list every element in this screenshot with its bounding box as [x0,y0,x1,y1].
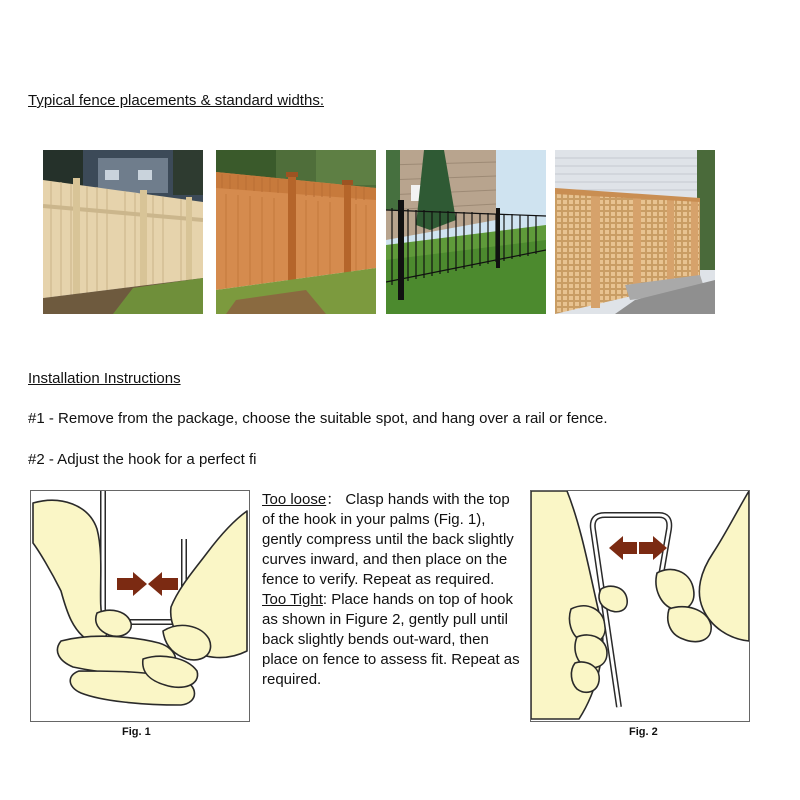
too-loose-term: Too loose [262,491,327,508]
too-loose-separator: ： [326,491,342,508]
photo-black-metal-fence [386,150,546,314]
too-tight-term: Too Tight [262,591,323,608]
placements-heading: Typical fence placements & standard widths: [28,92,324,109]
step-1-text: #1 - Remove from the package, choose the suitable spot, and hang over a rail or fence. [28,410,608,427]
adjust-instructions [262,490,524,690]
installation-heading: Installation Instructions [28,370,181,387]
photo-lattice-fence [555,150,715,314]
figure-2-illustration [530,490,750,722]
too-loose-text: Clasp hands with the top of the hook in your palms (Fig. 1), gently compress until the back slightly curves inward, and then place on the fence to verify. Repeat as required. [262,491,514,588]
photo-privacy-wood-fence [43,150,203,314]
figure-1-caption: Fig. 1 [122,726,151,738]
too-loose-instruction [262,490,524,590]
too-tight-instruction [262,590,524,690]
too-tight-text: Place hands on top of hook as shown in Figure 2, gently pull until back slightly bends out-ward, then place on fence to assess fit. Repeat as required. [262,591,520,688]
photo-cedar-picket-fence [216,150,376,314]
step-2-text: #2 - Adjust the hook for a perfect fi [28,451,257,468]
figure-2-caption: Fig. 2 [629,726,658,738]
figure-1-illustration [30,490,250,722]
too-tight-separator: : [322,591,328,608]
